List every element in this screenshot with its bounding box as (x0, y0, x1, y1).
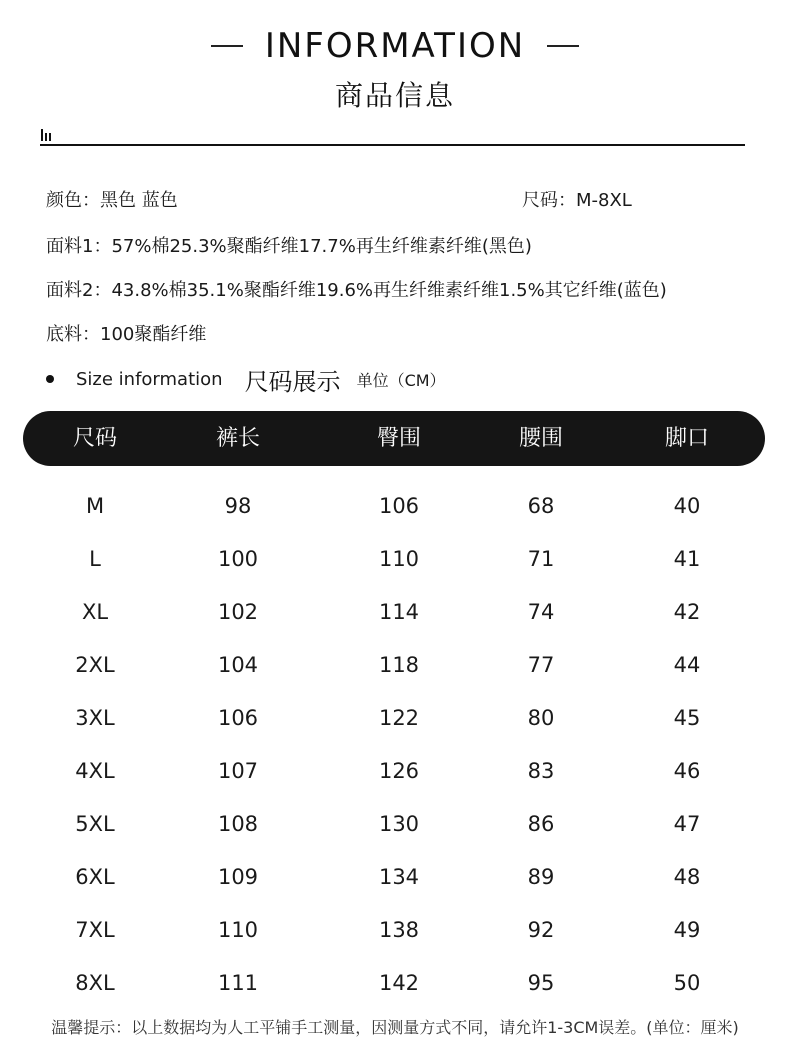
cell-length: 110 (217, 918, 259, 942)
cell-length: 100 (217, 547, 259, 571)
cell-hem: 40 (673, 494, 701, 518)
fabric2-info: 面料2：43.8%棉35.1%聚酯纤维19.6%再生纤维素纤维1.5%其它纤维(蓝色) (46, 280, 667, 301)
cell-length: 107 (217, 759, 259, 783)
size-label-cn: 尺码展示 (244, 367, 341, 396)
table-row (0, 639, 790, 692)
cell-length: 104 (217, 653, 259, 677)
color-info: 颜色：黑色 蓝色 (46, 190, 178, 211)
cell-waist: 89 (527, 865, 555, 889)
cell-hem: 44 (673, 653, 701, 677)
cell-size: 8XL (75, 971, 115, 995)
cell-length: 102 (217, 600, 259, 624)
header-waist: 腰围 (518, 426, 563, 451)
cell-waist: 68 (527, 494, 555, 518)
table-row (0, 798, 790, 851)
cell-waist: 92 (527, 918, 555, 942)
cell-size: 5XL (75, 812, 115, 836)
lining-info: 底料：100聚酯纤维 (46, 324, 207, 345)
measurement-note: 温馨提示：以上数据均为人工平铺手工测量，因测量方式不同，请允许1-3CM误差。(单位：厘米) (51, 1018, 739, 1037)
size-range-info: 尺码：M-8XL (522, 190, 632, 211)
table-row (0, 745, 790, 798)
table-row (0, 957, 790, 1010)
cell-hem: 46 (673, 759, 701, 783)
cell-waist: 83 (527, 759, 555, 783)
bullet-icon (46, 375, 54, 383)
cell-length: 109 (217, 865, 259, 889)
cell-size: 3XL (75, 706, 115, 730)
cell-hip: 142 (378, 971, 420, 995)
cell-size: 6XL (75, 865, 115, 889)
cell-length: 98 (224, 494, 252, 518)
cell-hip: 110 (378, 547, 420, 571)
page-title: INFORMATION (264, 26, 526, 66)
cell-hip: 126 (378, 759, 420, 783)
table-row (0, 904, 790, 957)
table-row (0, 692, 790, 745)
cell-size: XL (81, 600, 109, 624)
cell-waist: 74 (527, 600, 555, 624)
size-table-body (0, 480, 790, 1010)
fabric1-info: 面料1：57%棉25.3%聚酯纤维17.7%再生纤维素纤维(黑色) (46, 236, 532, 257)
cell-hem: 48 (673, 865, 701, 889)
cell-hip: 114 (378, 600, 420, 624)
table-row (0, 586, 790, 639)
header-hem: 脚口 (664, 426, 709, 451)
cell-length: 108 (217, 812, 259, 836)
cell-hip: 122 (378, 706, 420, 730)
cell-hip: 130 (378, 812, 420, 836)
cell-waist: 86 (527, 812, 555, 836)
table-row (0, 480, 790, 533)
title-dash-right (547, 45, 579, 47)
size-label-en: Size information (76, 368, 223, 390)
cell-hem: 50 (673, 971, 701, 995)
size-table-header (23, 411, 765, 466)
bars-icon (41, 129, 51, 141)
page-subtitle: 商品信息 (334, 79, 455, 112)
cell-waist: 95 (527, 971, 555, 995)
cell-hip: 138 (378, 918, 420, 942)
cell-size: M (85, 494, 105, 518)
cell-size: 4XL (75, 759, 115, 783)
cell-hem: 47 (673, 812, 701, 836)
cell-size: L (89, 547, 101, 571)
cell-hip: 118 (378, 653, 420, 677)
size-unit: 单位（CM） (356, 370, 446, 390)
cell-length: 106 (217, 706, 259, 730)
cell-hem: 41 (673, 547, 701, 571)
cell-hem: 49 (673, 918, 701, 942)
cell-length: 111 (217, 971, 259, 995)
cell-size: 7XL (75, 918, 115, 942)
header-size: 尺码 (72, 426, 117, 451)
cell-size: 2XL (75, 653, 115, 677)
cell-waist: 80 (527, 706, 555, 730)
title-row (0, 24, 790, 68)
cell-hem: 42 (673, 600, 701, 624)
size-section-heading (46, 363, 446, 395)
header-hip: 臀围 (376, 426, 421, 451)
table-row (0, 851, 790, 904)
cell-waist: 77 (527, 653, 555, 677)
title-dash-left (211, 45, 243, 47)
divider (40, 144, 745, 146)
cell-waist: 71 (527, 547, 555, 571)
cell-hip: 134 (378, 865, 420, 889)
cell-hem: 45 (673, 706, 701, 730)
cell-hip: 106 (378, 494, 420, 518)
header-length: 裤长 (215, 426, 260, 451)
table-row (0, 533, 790, 586)
